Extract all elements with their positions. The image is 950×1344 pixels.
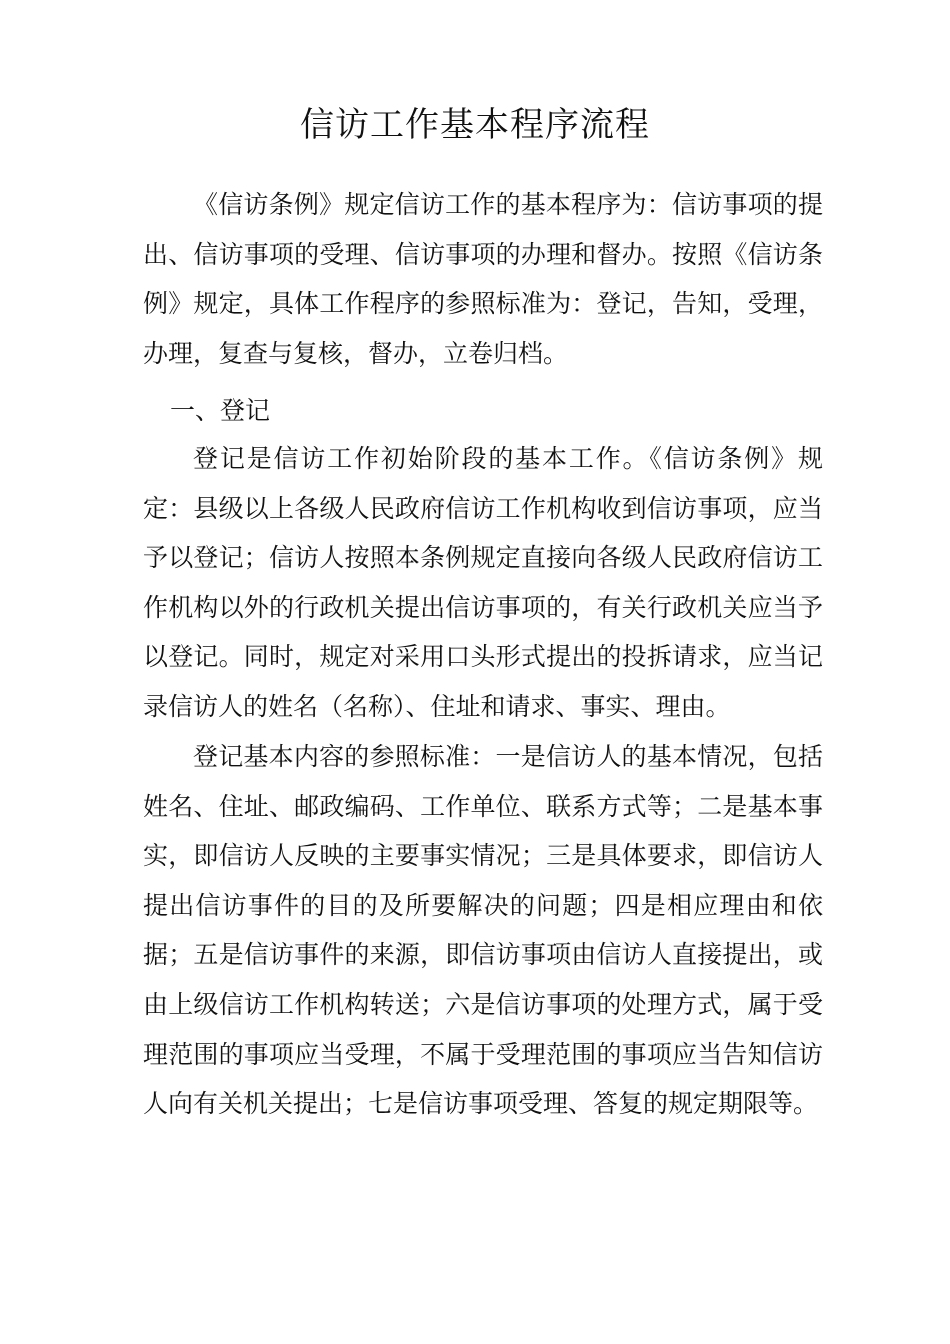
registration-paragraph-2: 登记基本内容的参照标准：一是信访人的基本情况，包括姓名、住址、邮政编码、工作单位、联系方式等；二是基本事实，即信访人反映的主要事实情况；三是具体要求，即信访人提出信访事件的目的及所要解决的问题；四是相应理由和依据；五是信访事件的来源，即信访事项由信访人直接提出，或由上级信访工作机构转送；六是信访事项的处理方式，属于受理范围的事项应当受理，不属于受理范围的事项应当告知信访人向有关机关提出；七是信访事项受理、答复的规定期限等。 (143, 742, 823, 1119)
section-heading-registration: 一、登记 (170, 396, 271, 425)
registration-paragraph-1: 登记是信访工作初始阶段的基本工作。《信访条例》规定：县级以上各级人民政府信访工作机构收到信访事项，应当予以登记；信访人按照本条例规定直接向各级人民政府信访工作机构以外的行政机关提出信访事项的，有关行政机关应当予以登记。同时，规定对采用口头形式提出的投拆请求，应当记录信访人的姓名（名称）、住址和请求、事实、理由。 (143, 444, 823, 721)
intro-paragraph: 《信访条例》规定信访工作的基本程序为：信访事项的提出、信访事项的受理、信访事项的办理和督办。按照《信访条例》规定，具体工作程序的参照标准为：登记，告知，受理，办理，复查与复核，督办，立卷归档。 (143, 190, 823, 368)
document-title: 信访工作基本程序流程 (300, 105, 650, 145)
